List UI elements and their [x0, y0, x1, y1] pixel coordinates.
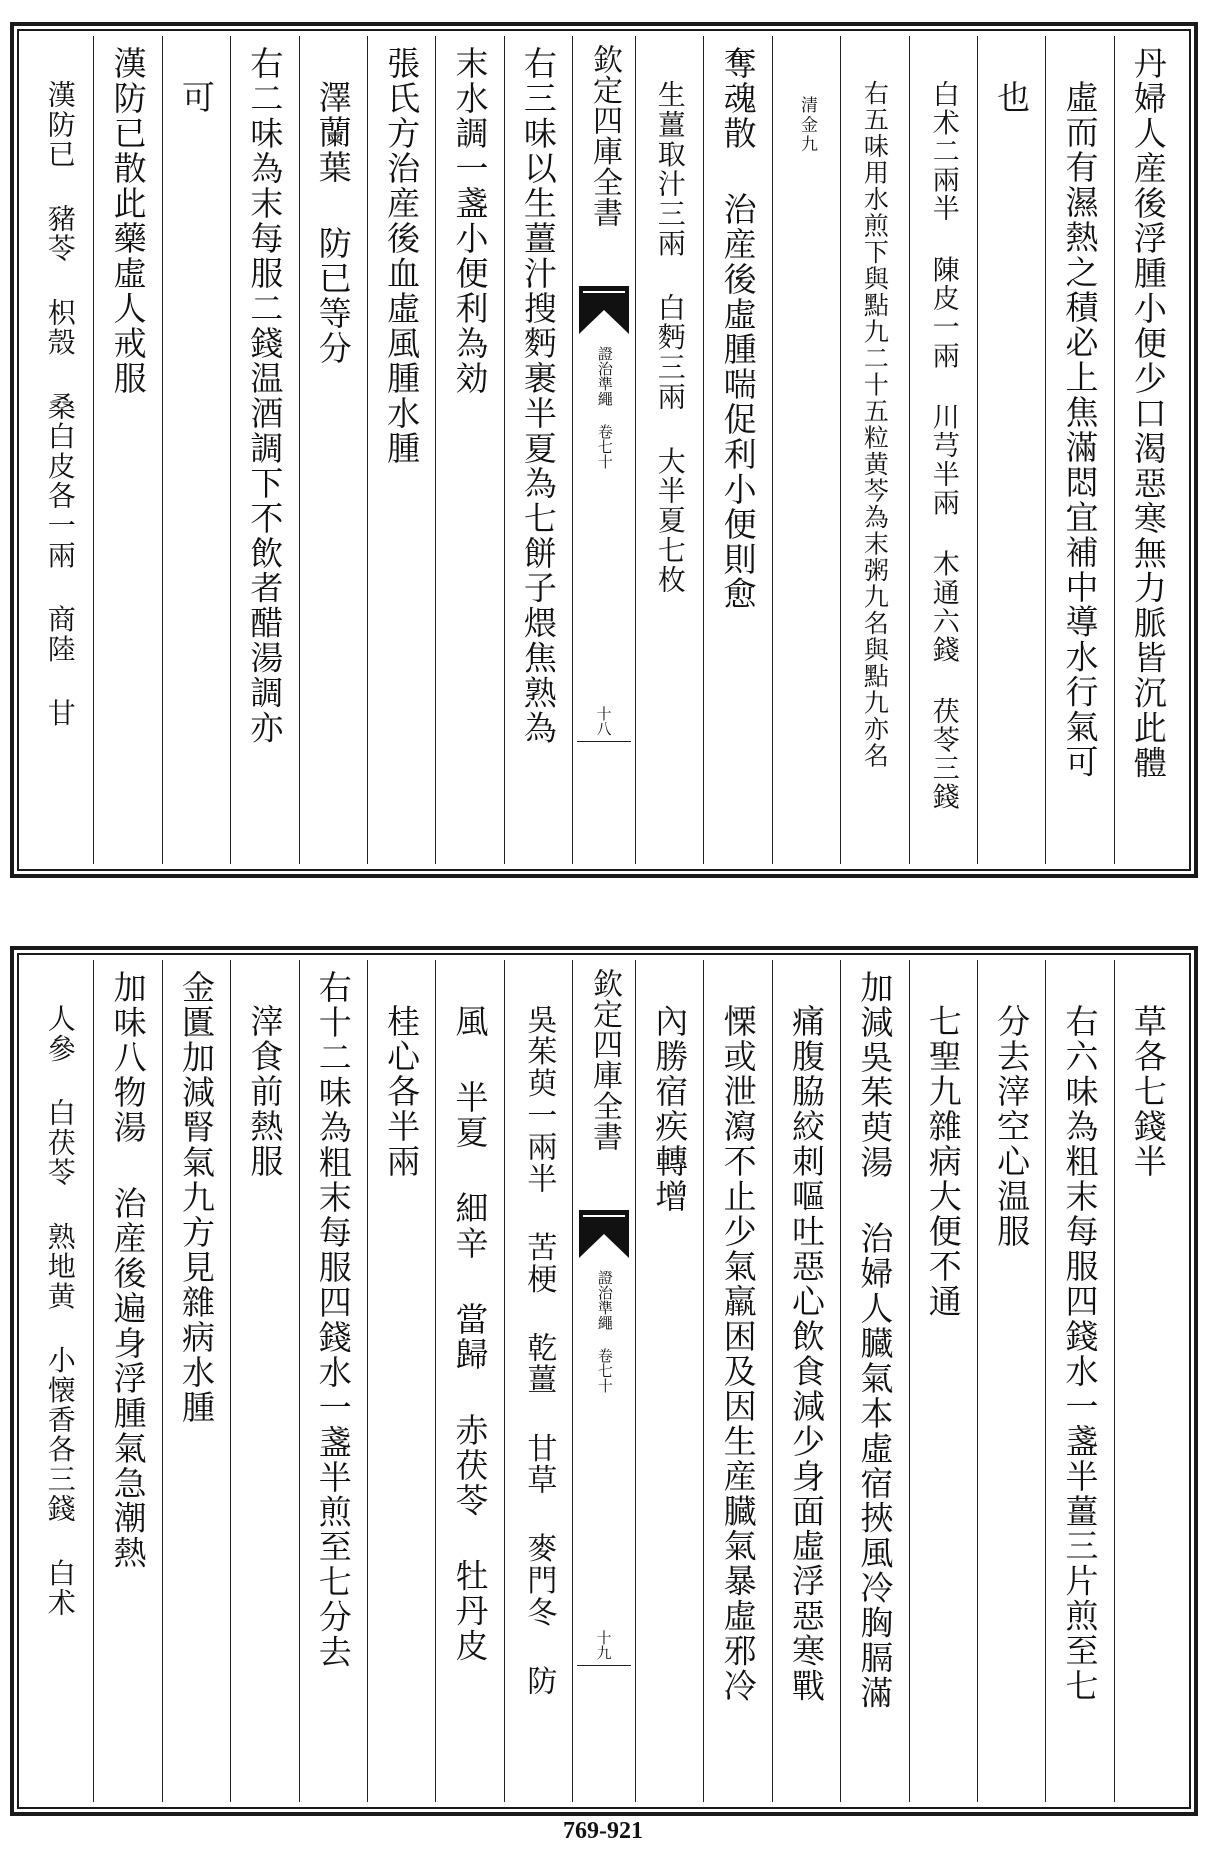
- column-text: 右二味為末每服二錢温酒調下不飲者醋湯調亦: [245, 46, 285, 746]
- column-text: 內勝宿疾轉增: [650, 1004, 690, 1214]
- text-column: [977, 960, 1045, 1802]
- text-column: [367, 960, 435, 1802]
- text-column: [635, 960, 703, 1802]
- column-text: 右三味以生薑汁搜麪裹半夏為七餅子煨焦熟為: [518, 46, 558, 746]
- column-text: 張氏方治産後血虛風腫水腫: [382, 46, 422, 466]
- text-column: [367, 36, 435, 864]
- text-column: [26, 960, 93, 1802]
- column-text: 金匱加減腎氣九方見雜病水腫: [176, 970, 216, 1425]
- divider: [577, 1665, 631, 1666]
- column-text: 右十二味為粗末每服四錢水一盞半煎至七分去: [313, 970, 353, 1670]
- text-column: [1045, 36, 1113, 864]
- column-text: 加減吳茱萸湯 治婦人臓氣本虛宿挾風冷胸膈滿: [855, 970, 895, 1711]
- page-number-marker: 十八: [594, 706, 613, 736]
- column-text: 清金九: [796, 96, 817, 155]
- column-text: 漢防已 豬苓 枳殼 桑白皮各一兩 商陸 甘: [43, 80, 77, 729]
- text-column: [977, 36, 1045, 864]
- column-text: 可: [176, 80, 216, 115]
- text-column: [162, 36, 230, 864]
- text-column: [26, 36, 93, 864]
- text-column: [703, 36, 771, 864]
- column-text: 桂心各半兩: [382, 1004, 422, 1179]
- column-text: 分去滓空心温服: [992, 1004, 1032, 1249]
- text-column: [909, 36, 977, 864]
- fish-tail-mark-icon: [579, 286, 629, 334]
- volume-subtitle: 證治準繩 卷七十: [595, 346, 614, 469]
- text-column: [840, 960, 908, 1802]
- text-column: [504, 960, 572, 1802]
- text-column: [635, 36, 703, 864]
- volume-subtitle: 證治準繩 卷七十: [595, 1270, 614, 1393]
- text-column: [162, 960, 230, 1802]
- text-columns-bottom: [26, 960, 1182, 1802]
- column-text: 漢防已散此藥虛人戒服: [108, 46, 148, 396]
- column-text: 生薑取汁三兩 白麪三兩 大半夏七枚: [653, 80, 687, 595]
- text-column: [93, 36, 161, 864]
- fish-tail-mark-icon: [579, 1210, 629, 1258]
- center-header-column: [572, 36, 635, 864]
- column-text: 七聖九雜病大便不通: [923, 1004, 963, 1319]
- column-text: 也: [992, 80, 1032, 115]
- text-column: [772, 960, 840, 1802]
- text-column: [1045, 960, 1113, 1802]
- page-panel-top: [10, 22, 1198, 878]
- column-text: 人參 白茯苓 熟地黄 小懐香各三錢 白术: [43, 1004, 77, 1618]
- book-title: 欽定四庫全書: [587, 968, 622, 1152]
- column-text: 白术二兩半 陳皮一兩 川芎半兩 木通六錢 茯苓三錢: [927, 80, 959, 812]
- page-number-marker: 十九: [594, 1630, 613, 1660]
- text-column: [703, 960, 771, 1802]
- divider: [577, 741, 631, 742]
- text-column: [840, 36, 908, 864]
- page-footer-number: 769-921: [563, 1818, 643, 1844]
- column-text: 草各七錢半: [1128, 1004, 1168, 1179]
- text-column: [1114, 960, 1182, 1802]
- column-text: 右五味用水煎下與點九二十五粒黄芩為末粥九名與點九亦名: [860, 80, 890, 769]
- text-column: [299, 960, 367, 1802]
- column-text: 末水調一盞小便利為効: [450, 46, 490, 396]
- column-text: 痛腹脇絞刺嘔吐惡心飲食減少身面虛浮惡寒戰: [786, 1004, 826, 1704]
- text-column: [299, 36, 367, 864]
- column-text: 吳茱萸一兩半 苦梗 乾薑 甘草 麥門冬 防: [521, 1004, 557, 1697]
- text-column: [435, 36, 503, 864]
- column-text: 澤蘭葉 防已等分: [313, 80, 353, 366]
- text-column: [909, 960, 977, 1802]
- column-text: 滓食前熱服: [245, 1004, 285, 1179]
- column-text: 風 半夏 細辛 當歸 赤茯苓 牡丹皮: [450, 1004, 490, 1664]
- text-columns-top: [26, 36, 1182, 864]
- center-header-column: [572, 960, 635, 1802]
- text-column: [1114, 36, 1182, 864]
- text-column: [435, 960, 503, 1802]
- column-text: 丹婦人産後浮腫小便少口渴惡寒無力脈皆沉此體: [1128, 46, 1168, 781]
- text-column: [93, 960, 161, 1802]
- column-text: 加味八物湯 治産後遍身浮腫氣急潮熱: [108, 970, 148, 1571]
- page-panel-bottom: [10, 946, 1198, 1816]
- text-column: [230, 960, 298, 1802]
- text-column: [230, 36, 298, 864]
- book-title: 欽定四庫全書: [587, 44, 622, 228]
- column-text: 奪魂散 治産後虛腫喘促利小便則愈: [718, 46, 758, 612]
- column-text: 右六味為粗末每服四錢水一盞半薑三片煎至七: [1060, 1004, 1100, 1704]
- column-text: 虛而有濕熱之積必上焦滿悶宜補中導水行氣可: [1060, 80, 1100, 780]
- column-text: 慄或泄瀉不止少氣羸困及因生産臓氣暴虛邪冷: [718, 1004, 758, 1704]
- text-column: [772, 36, 840, 864]
- text-column: [504, 36, 572, 864]
